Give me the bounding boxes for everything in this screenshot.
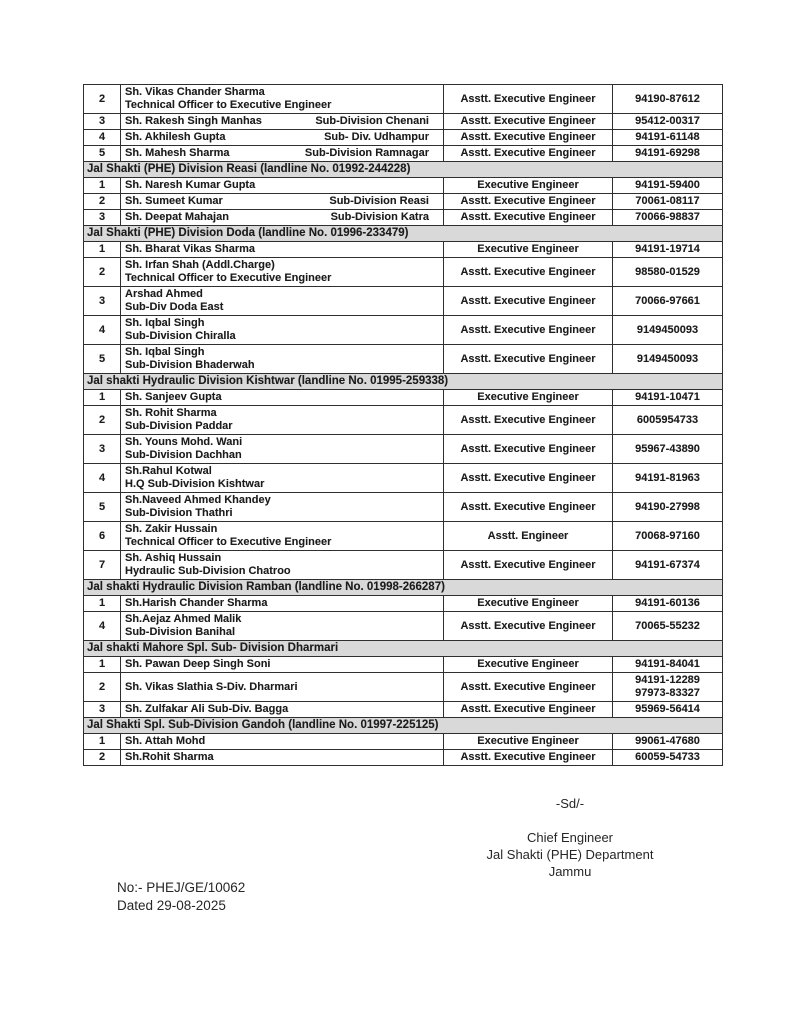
- division-header-row: [84, 718, 723, 734]
- officer-name-cell: [121, 242, 444, 258]
- officer-phone-cell: [613, 493, 723, 522]
- officer-row: [84, 596, 723, 612]
- officer-designation: Asstt. Executive Engineer: [444, 435, 613, 464]
- officer-name-line: Sub-Division Thathri: [125, 507, 233, 519]
- officer-name-cell: [121, 258, 444, 287]
- officer-name-line: Technical Officer to Executive Engineer: [125, 99, 332, 111]
- officer-phone-cell: [613, 210, 723, 226]
- officer-designation: Asstt. Executive Engineer: [444, 210, 613, 226]
- officer-phone-number: 95969-56414: [635, 703, 700, 715]
- officer-name-line: Technical Officer to Executive Engineer: [125, 536, 332, 548]
- officer-serial-number: 1: [84, 178, 121, 194]
- officer-phone-cell: [613, 287, 723, 316]
- officer-name-line: Sub-Div Doda East: [125, 301, 224, 313]
- officer-name-cell: [121, 345, 444, 374]
- officer-designation: Asstt. Executive Engineer: [444, 287, 613, 316]
- officer-designation: Asstt. Engineer: [444, 522, 613, 551]
- officer-serial-number: 2: [84, 406, 121, 435]
- officer-row: [84, 493, 723, 522]
- officer-name-cell: [121, 596, 444, 612]
- officer-phone-cell: [613, 435, 723, 464]
- officer-name-line: Sub-Division Chiralla: [125, 330, 236, 342]
- officer-phone-number: 70068-97160: [635, 529, 700, 542]
- officer-name: Sh.Harish Chander Sharma: [125, 597, 268, 609]
- officer-phone-cell: [613, 406, 723, 435]
- officer-designation: Asstt. Executive Engineer: [444, 673, 613, 702]
- officer-row: [84, 522, 723, 551]
- officer-phone-number: 70066-98837: [635, 211, 700, 223]
- officer-serial-number: 4: [84, 130, 121, 146]
- officer-phone-number: 94191-84041: [635, 658, 700, 670]
- officer-row: [84, 85, 723, 114]
- division-header-label: Jal Shakti (PHE) Division Reasi (landline No. 01992-244228): [84, 162, 723, 178]
- officer-phone-number: 94191-81963: [635, 471, 700, 484]
- officer-designation: Executive Engineer: [444, 178, 613, 194]
- officer-phone-cell: [613, 130, 723, 146]
- officer-phone-cell: [613, 114, 723, 130]
- sd-signature: -Sd/-: [555, 796, 585, 811]
- officer-serial-number: 2: [84, 85, 121, 114]
- officer-name-line: Sh. Iqbal Singh: [125, 317, 205, 329]
- officer-phone-number: 94191-67374: [635, 558, 700, 571]
- officer-phone-number: 70061-08117: [635, 195, 700, 207]
- officer-subdivision: Sub-Division Reasi: [329, 195, 429, 207]
- officer-phone-cell: [613, 657, 723, 673]
- officer-name-cell: [121, 435, 444, 464]
- officer-row: [84, 673, 723, 702]
- officer-name-cell: [121, 657, 444, 673]
- officer-row: [84, 390, 723, 406]
- officer-row: [84, 287, 723, 316]
- officer-row: [84, 406, 723, 435]
- officer-name: Sh. Mahesh Sharma: [125, 147, 230, 159]
- officer-name: Sh. Deepat Mahajan: [125, 211, 229, 223]
- officer-row: [84, 130, 723, 146]
- officer-name: Sh. Rakesh Singh Manhas: [125, 115, 262, 127]
- officer-designation: Asstt. Executive Engineer: [444, 406, 613, 435]
- officer-name: Sh. Naresh Kumar Gupta: [125, 179, 256, 191]
- officer-phone-cell: [613, 194, 723, 210]
- officer-designation: Asstt. Executive Engineer: [444, 146, 613, 162]
- reference-date: Dated 29-08-2025: [117, 897, 226, 913]
- officer-serial-number: 3: [84, 287, 121, 316]
- signature-department: Jal Shakti (PHE) Department: [486, 847, 654, 862]
- division-header-row: [84, 580, 723, 596]
- officer-name-line: Hydraulic Sub-Division Chatroo: [125, 565, 291, 577]
- officer-serial-number: 3: [84, 435, 121, 464]
- officer-phone-number: 98580-01529: [635, 265, 700, 278]
- officer-serial-number: 2: [84, 750, 121, 766]
- officer-name-line: Sub-Division Dachhan: [125, 449, 242, 461]
- officer-phone-cell: [613, 258, 723, 287]
- officer-name: Sh. Attah Mohd: [125, 735, 206, 747]
- officer-phone-cell: [613, 242, 723, 258]
- division-header-row: [84, 162, 723, 178]
- officer-phone-number: 94191-10471: [635, 391, 700, 403]
- officer-phone-number: 70065-55232: [635, 619, 700, 632]
- officer-serial-number: 1: [84, 657, 121, 673]
- officer-row: [84, 316, 723, 345]
- officer-name-cell: [121, 146, 444, 162]
- officer-row: [84, 146, 723, 162]
- officer-row: [84, 612, 723, 641]
- officer-phone-number: 6005954733: [636, 413, 699, 426]
- officer-name-line: Sub-Division Bhaderwah: [125, 359, 255, 371]
- officer-phone-number: 9149450093: [636, 323, 699, 336]
- officer-row: [84, 114, 723, 130]
- officer-phone-number: 95412-00317: [635, 115, 700, 127]
- officer-designation: Executive Engineer: [444, 242, 613, 258]
- officer-designation: Executive Engineer: [444, 657, 613, 673]
- reference-block: [117, 879, 245, 914]
- officer-serial-number: 2: [84, 194, 121, 210]
- officer-name-cell: [121, 287, 444, 316]
- officer-phone-number: 94190-87612: [635, 92, 700, 105]
- officer-phone-cell: [613, 146, 723, 162]
- officer-name: Sh.Rohit Sharma: [125, 751, 214, 763]
- officer-phone-cell: [613, 734, 723, 750]
- officer-phone-number: 95967-43890: [635, 442, 700, 455]
- officer-serial-number: 4: [84, 612, 121, 641]
- officer-subdivision: Sub- Div. Udhampur: [324, 131, 429, 143]
- officer-designation: Asstt. Executive Engineer: [444, 612, 613, 641]
- division-header-label: Jal shakti Mahore Spl. Sub- Division Dharmari: [84, 641, 723, 657]
- officer-row: [84, 178, 723, 194]
- officer-name-line: Sh.Rahul Kotwal: [125, 465, 212, 477]
- officer-name-line: Sh. Irfan Shah (Addl.Charge): [125, 259, 275, 271]
- officer-phone-number: 9149450093: [636, 352, 699, 365]
- officer-name: Sh. Zulfakar Ali Sub-Div. Bagga: [125, 703, 289, 715]
- officer-phone-cell: [613, 612, 723, 641]
- officer-phone-cell: [613, 522, 723, 551]
- officer-contact-table: [83, 84, 723, 766]
- officer-serial-number: 3: [84, 114, 121, 130]
- officer-serial-number: 1: [84, 734, 121, 750]
- reference-number: No:- PHEJ/GE/10062: [117, 880, 246, 895]
- officer-row: [84, 258, 723, 287]
- officer-name-cell: [121, 493, 444, 522]
- officer-designation: Asstt. Executive Engineer: [444, 114, 613, 130]
- officer-phone-cell: [613, 316, 723, 345]
- officer-name-cell: [121, 551, 444, 580]
- officer-designation: Asstt. Executive Engineer: [444, 85, 613, 114]
- officer-designation: Asstt. Executive Engineer: [444, 258, 613, 287]
- officer-designation: Asstt. Executive Engineer: [444, 551, 613, 580]
- officer-name-cell: [121, 734, 444, 750]
- officer-name: Sh. Vikas Slathia S-Div. Dharmari: [125, 680, 298, 693]
- officer-name-cell: [121, 406, 444, 435]
- officer-serial-number: 5: [84, 345, 121, 374]
- officer-name-cell: [121, 522, 444, 551]
- division-header-row: [84, 641, 723, 657]
- officer-designation: Asstt. Executive Engineer: [444, 702, 613, 718]
- officer-serial-number: 1: [84, 390, 121, 406]
- officer-serial-number: 2: [84, 673, 121, 702]
- officer-designation: Asstt. Executive Engineer: [444, 345, 613, 374]
- officer-phone-cell: [613, 551, 723, 580]
- officer-name-line: Sh. Ashiq Hussain: [125, 552, 222, 564]
- officer-row: [84, 657, 723, 673]
- officer-designation: Asstt. Executive Engineer: [444, 130, 613, 146]
- officer-phone-number: 99061-47680: [635, 735, 700, 747]
- officer-phone-number: 70066-97661: [635, 294, 700, 307]
- officer-name-line: Sub-Division Paddar: [125, 420, 233, 432]
- officer-subdivision: Sub-Division Ramnagar: [304, 147, 429, 159]
- officer-serial-number: 4: [84, 316, 121, 345]
- officer-name-line: Sub-Division Banihal: [125, 626, 236, 638]
- officer-serial-number: 3: [84, 702, 121, 718]
- officer-name: Sh. Sumeet Kumar: [125, 195, 223, 207]
- officer-row: [84, 464, 723, 493]
- officer-name: Sh. Bharat Vikas Sharma: [125, 243, 256, 255]
- signature-title: Chief Engineer: [527, 830, 613, 845]
- officer-phone-number: 94191-69298: [635, 147, 700, 159]
- officer-phone-cell: [613, 85, 723, 114]
- officer-row: [84, 242, 723, 258]
- officer-name-split: [125, 195, 439, 208]
- officer-phone-number: 97973-83327: [635, 687, 700, 699]
- officer-phone-cell: [613, 596, 723, 612]
- officer-designation: Executive Engineer: [444, 596, 613, 612]
- officer-serial-number: 5: [84, 146, 121, 162]
- officer-phone-number: 94191-60136: [635, 597, 700, 609]
- officer-name-line: Arshad Ahmed: [125, 288, 203, 300]
- officer-name-cell: [121, 316, 444, 345]
- officer-phone-number: 94191-59400: [635, 179, 700, 191]
- officer-phone-number: 94191-19714: [635, 243, 700, 255]
- officer-phone-number: 94190-27998: [635, 500, 700, 513]
- signature-block: [420, 829, 720, 880]
- officer-phone-cell: [613, 702, 723, 718]
- officer-designation: Asstt. Executive Engineer: [444, 194, 613, 210]
- officer-name-cell: [121, 390, 444, 406]
- officer-name-split: [125, 147, 439, 160]
- officer-serial-number: 6: [84, 522, 121, 551]
- officer-designation: Executive Engineer: [444, 390, 613, 406]
- officer-name-line: Sh. Youns Mohd. Wani: [125, 436, 243, 448]
- officer-name-line: Sh. Iqbal Singh: [125, 346, 205, 358]
- officer-phone-number: 60059-54733: [635, 751, 700, 763]
- officer-designation: Asstt. Executive Engineer: [444, 493, 613, 522]
- officer-phone-number: 94191-12289: [635, 674, 700, 686]
- officer-serial-number: 1: [84, 596, 121, 612]
- officer-serial-number: 4: [84, 464, 121, 493]
- officer-designation: Executive Engineer: [444, 734, 613, 750]
- officer-name-line: Technical Officer to Executive Engineer: [125, 272, 332, 284]
- officer-phone-cell: [613, 178, 723, 194]
- officer-name-cell: [121, 750, 444, 766]
- officer-name-split: [125, 211, 439, 224]
- officer-row: [84, 345, 723, 374]
- officer-phone-number: 94191-61148: [635, 131, 700, 143]
- officer-name-cell: [121, 210, 444, 226]
- officer-name-split: [125, 115, 439, 128]
- officer-serial-number: 5: [84, 493, 121, 522]
- officer-row: [84, 702, 723, 718]
- officer-name-cell: [121, 612, 444, 641]
- officer-designation: Asstt. Executive Engineer: [444, 316, 613, 345]
- officer-phone-cell: [613, 673, 723, 702]
- officer-phone-cell: [613, 464, 723, 493]
- division-header-row: [84, 374, 723, 390]
- officer-name-line: Sh.Aejaz Ahmed Malik: [125, 613, 242, 625]
- officer-phone-cell: [613, 345, 723, 374]
- officer-row: [84, 551, 723, 580]
- officer-name-line: Sh. Zakir Hussain: [125, 523, 218, 535]
- officer-subdivision: Sub-Division Katra: [330, 211, 429, 223]
- officer-name-split: [125, 131, 439, 144]
- officer-name: Sh. Pawan Deep Singh Soni: [125, 658, 271, 670]
- officer-row: [84, 435, 723, 464]
- officer-name-cell: [121, 673, 444, 702]
- officer-name-cell: [121, 464, 444, 493]
- officer-designation: Asstt. Executive Engineer: [444, 750, 613, 766]
- officer-name: Sh. Sanjeev Gupta: [125, 391, 222, 403]
- division-header-label: Jal shakti Hydraulic Division Kishtwar (landline No. 01995-259338): [84, 374, 723, 390]
- officer-name-line: Sh. Rohit Sharma: [125, 407, 217, 419]
- officer-name: Sh. Akhilesh Gupta: [125, 131, 226, 143]
- officer-name-line: Sh. Vikas Chander Sharma: [125, 86, 265, 98]
- officer-row: [84, 194, 723, 210]
- officer-phone-cell: [613, 390, 723, 406]
- officer-table-body: [84, 85, 723, 766]
- officer-name-line: Sh.Naveed Ahmed Khandey: [125, 494, 271, 506]
- division-header-label: Jal shakti Hydraulic Division Ramban (landline No. 01998-266287): [84, 580, 723, 596]
- officer-designation: Asstt. Executive Engineer: [444, 464, 613, 493]
- officer-name-cell: [121, 178, 444, 194]
- officer-serial-number: 7: [84, 551, 121, 580]
- officer-serial-number: 3: [84, 210, 121, 226]
- officer-row: [84, 734, 723, 750]
- division-header-row: [84, 226, 723, 242]
- officer-name-cell: [121, 194, 444, 210]
- officer-name-cell: [121, 85, 444, 114]
- officer-name-cell: [121, 702, 444, 718]
- division-header-label: Jal Shakti Spl. Sub-Division Gandoh (landline No. 01997-225125): [84, 718, 723, 734]
- signature-location: Jammu: [548, 864, 592, 879]
- officer-name-line: H.Q Sub-Division Kishtwar: [125, 478, 265, 490]
- division-header-label: Jal Shakti (PHE) Division Doda (landline No. 01996-233479): [84, 226, 723, 242]
- officer-name-cell: [121, 114, 444, 130]
- officer-serial-number: 1: [84, 242, 121, 258]
- officer-row: [84, 210, 723, 226]
- officer-phone-cell: [613, 750, 723, 766]
- officer-name-cell: [121, 130, 444, 146]
- officer-serial-number: 2: [84, 258, 121, 287]
- officer-subdivision: Sub-Division Chenani: [315, 115, 429, 127]
- officer-row: [84, 750, 723, 766]
